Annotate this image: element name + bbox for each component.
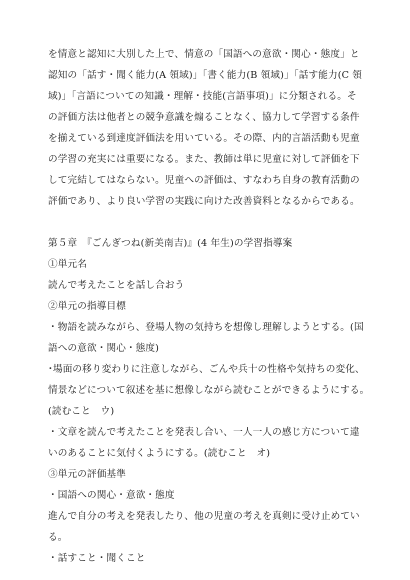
section-heading-goals: ②単元の指導目標	[48, 301, 126, 312]
body-text-line: の学習の充実には重要になる。また、教師は単に児童に対して評価を下	[48, 154, 360, 165]
criteria-heading: ・話すこと・聞くこと	[48, 553, 146, 564]
goal-line: (読むこと ウ)	[48, 406, 115, 417]
unit-name-text: 読んで考えたことを話し合おう	[48, 280, 185, 291]
goal-line: ･場面の移り変わりに注意しながら、ごんや兵十の性格や気持ちの変化、	[48, 364, 365, 375]
criteria-line: 進んで自分の考えを発表したり、他の児童の考えを真剣に受け止めてい	[48, 511, 360, 522]
chapter-heading: 第５章 『ごんぎつね(新美南吉)』(4 年生)の学習指導案	[48, 238, 293, 249]
goal-line: ・文章を読んで考えたことを発表し合い、一人一人の感じ方について違	[48, 427, 360, 438]
goal-line: ・物語を読みながら、登場人物の気持ちを想像し理解しようとする。(国	[48, 322, 364, 333]
body-text-line: して完結してはならない。児童への評価は、すなわち自身の教育活動の	[48, 175, 360, 186]
body-text-line: 域)」「言語についての知識・理解・技能(言語事項)」に分類される。そ	[48, 91, 357, 102]
body-text-line: を情意と認知に大別した上で、情意の「国語への意欲・関心・態度」と	[48, 49, 360, 60]
section-heading-unit-name: ①単元名	[48, 259, 87, 270]
body-text-line: の評価方法は他者との競争意識を煽ることなく、協力して学習する条件	[48, 112, 360, 123]
goal-line: 語への意欲・関心・態度)	[48, 343, 160, 354]
goal-line: 情景などについて叙述を基に想像しながら読むことができるようにする。	[48, 385, 370, 396]
body-text-line: を揃えている到達度評価法を用いている。その際、内的言語活動も児童	[48, 133, 360, 144]
body-text-line: 認知の「話す・聞く能力(A 領域)」「書く能力(B 領域)」「話す能力(C 領	[48, 70, 363, 81]
goal-line: いのあることに気付くようにする。(読むこと オ)	[48, 448, 271, 459]
section-heading-criteria: ③単元の評価基準	[48, 469, 126, 480]
body-text-line: 評価であり、より良い学習の実践に向けた改善資料となるからである。	[48, 196, 360, 207]
criteria-line: る。	[48, 532, 68, 543]
criteria-heading: ・国語への関心・意欲・態度	[48, 490, 175, 501]
